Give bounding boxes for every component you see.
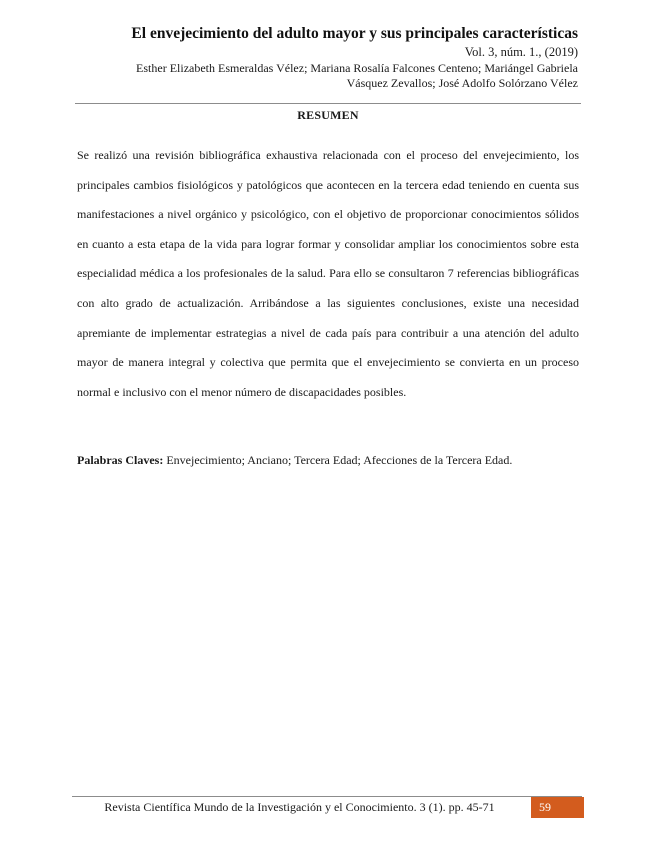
journal-citation: Revista Científica Mundo de la Investigación y el Conocimiento. 3 (1). pp. 45-71: [104, 800, 495, 814]
abstract-heading: RESUMEN: [297, 108, 359, 122]
volume-info: Vol. 3, núm. 1., (2019): [464, 45, 578, 59]
footer-divider: [72, 796, 582, 797]
page-number: 59: [531, 797, 584, 818]
authors-line-1: Esther Elizabeth Esmeraldas Vélez; Mariana Rosalía Falcones Centeno; Mariángel Gabriela: [136, 61, 578, 75]
keywords-label: Palabras Claves:: [77, 453, 164, 467]
authors: [58, 61, 578, 91]
keywords-text: Envejecimiento; Anciano; Tercera Edad; Afecciones de la Tercera Edad.: [166, 453, 513, 467]
authors-line-2: Vásquez Zevallos; José Adolfo Solórzano Vélez: [346, 76, 578, 90]
abstract-body: Se realizó una revisión bibliográfica exhaustiva relacionada con el proceso del envejecimiento, los principales cambios fisiológicos y patológicos que acontecen en la tercera edad teniendo en cuenta sus manifestaciones a nivel orgánico y psicológico, con el objetivo de proporcionar conocimientos sólidos en cuanto a esta etapa de la vida para lograr formar y consolidar ampliar los conocimientos sobre esta especialidad médica a los profesionales de la salud. Para ello se consultaron 7 referencias bibliográficas con alto grado de actualización. Arribándose a las siguientes conclusiones, existe una necesidad apremiante de implementar estrategias a nivel de cada país para contribuir a una atención del adulto mayor de manera integral y colectiva que permita que el envejecimiento se convierta en un proceso normal e inclusivo con el menor número de discapacidades posibles.: [77, 148, 579, 399]
keywords: [77, 452, 579, 468]
header-divider: [75, 103, 581, 104]
article-title: El envejecimiento del adulto mayor y sus principales características: [131, 25, 578, 42]
running-header: [58, 24, 578, 91]
